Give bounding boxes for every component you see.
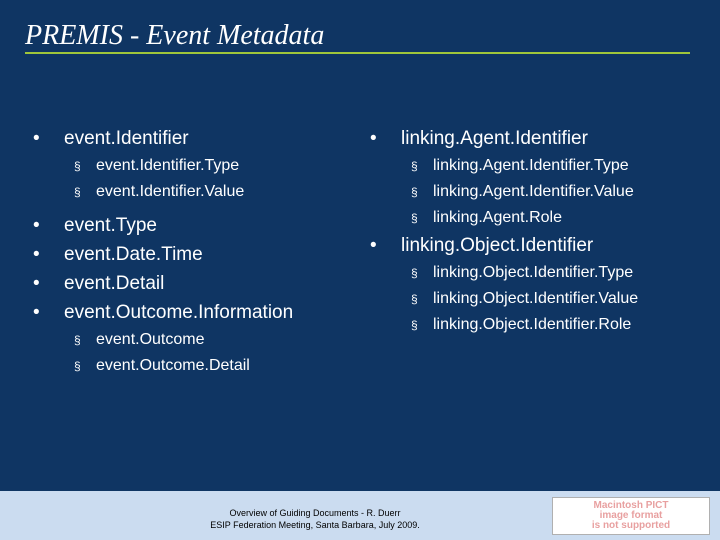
bullet-item [370, 231, 710, 260]
sub-bullet-label: linking.Object.Identifier.Role [433, 316, 632, 333]
sub-bullet-glyph: § [74, 159, 81, 173]
bullet-glyph: • [33, 273, 40, 294]
sub-bullet-item [33, 353, 353, 379]
bullet-label: linking.Object.Identifier [401, 235, 594, 256]
sub-bullet-item [370, 286, 710, 312]
bullet-item [370, 124, 710, 153]
bullet-glyph: • [33, 215, 40, 236]
bullet-label: event.Identifier [64, 128, 189, 149]
bullet-glyph: • [370, 128, 377, 149]
bullet-item [33, 269, 353, 298]
sub-bullet-item [370, 153, 710, 179]
bullet-item [33, 211, 353, 240]
sub-bullet-glyph: § [411, 292, 418, 306]
bullet-item [33, 240, 353, 269]
bullet-glyph: • [33, 128, 40, 149]
sub-bullet-glyph: § [411, 318, 418, 332]
sub-bullet-glyph: § [411, 211, 418, 225]
sub-bullet-label: linking.Object.Identifier.Value [433, 290, 639, 307]
sub-bullet-item [33, 153, 353, 179]
title-underline [25, 52, 690, 54]
sub-bullet-item [370, 179, 710, 205]
bullet-label: event.Date.Time [64, 244, 203, 265]
slide-title: PREMIS - Event Metadata [25, 20, 325, 51]
sub-bullet-item [33, 179, 353, 205]
left-bullet-column [33, 124, 353, 379]
footer-line-1: Overview of Guiding Documents - R. Duerr [229, 508, 401, 518]
bullet-glyph: • [33, 302, 40, 323]
sub-bullet-label: linking.Object.Identifier.Type [433, 264, 634, 281]
sub-bullet-item [370, 205, 710, 231]
right-bullet-column [370, 124, 710, 338]
sub-bullet-label: linking.Agent.Role [433, 209, 562, 226]
bullet-label: event.Detail [64, 273, 165, 294]
sub-bullet-glyph: § [411, 185, 418, 199]
pict-line-2: image format [599, 510, 663, 521]
bullet-label: event.Outcome.Information [64, 302, 294, 323]
bullet-label: linking.Agent.Identifier [401, 128, 588, 149]
bullet-item [33, 298, 353, 327]
sub-bullet-item [370, 260, 710, 286]
sub-bullet-glyph: § [411, 266, 418, 280]
sub-bullet-label: event.Identifier.Type [96, 157, 240, 174]
sub-bullet-label: event.Identifier.Value [96, 183, 245, 200]
sub-bullet-glyph: § [74, 185, 81, 199]
sub-bullet-label: linking.Agent.Identifier.Value [433, 183, 634, 200]
sub-bullet-glyph: § [74, 359, 81, 373]
sub-bullet-item [370, 312, 710, 338]
sub-bullet-item [33, 327, 353, 353]
pict-line-3: is not supported [591, 520, 671, 531]
sub-bullet-label: linking.Agent.Identifier.Type [433, 157, 629, 174]
bullet-label: event.Type [64, 215, 157, 236]
sub-bullet-glyph: § [411, 159, 418, 173]
sub-bullet-label: event.Outcome.Detail [96, 357, 250, 374]
pict-line-1: Macintosh PICT [593, 500, 669, 511]
unsupported-image-placeholder [552, 497, 710, 535]
bullet-glyph: • [33, 244, 40, 265]
bullet-glyph: • [370, 235, 377, 256]
bullet-item [33, 124, 353, 153]
footer-line-2: ESIP Federation Meeting, Santa Barbara, July 2009. [210, 520, 420, 530]
sub-bullet-glyph: § [74, 333, 81, 347]
sub-bullet-label: event.Outcome [96, 331, 205, 348]
footer-text [185, 507, 445, 531]
